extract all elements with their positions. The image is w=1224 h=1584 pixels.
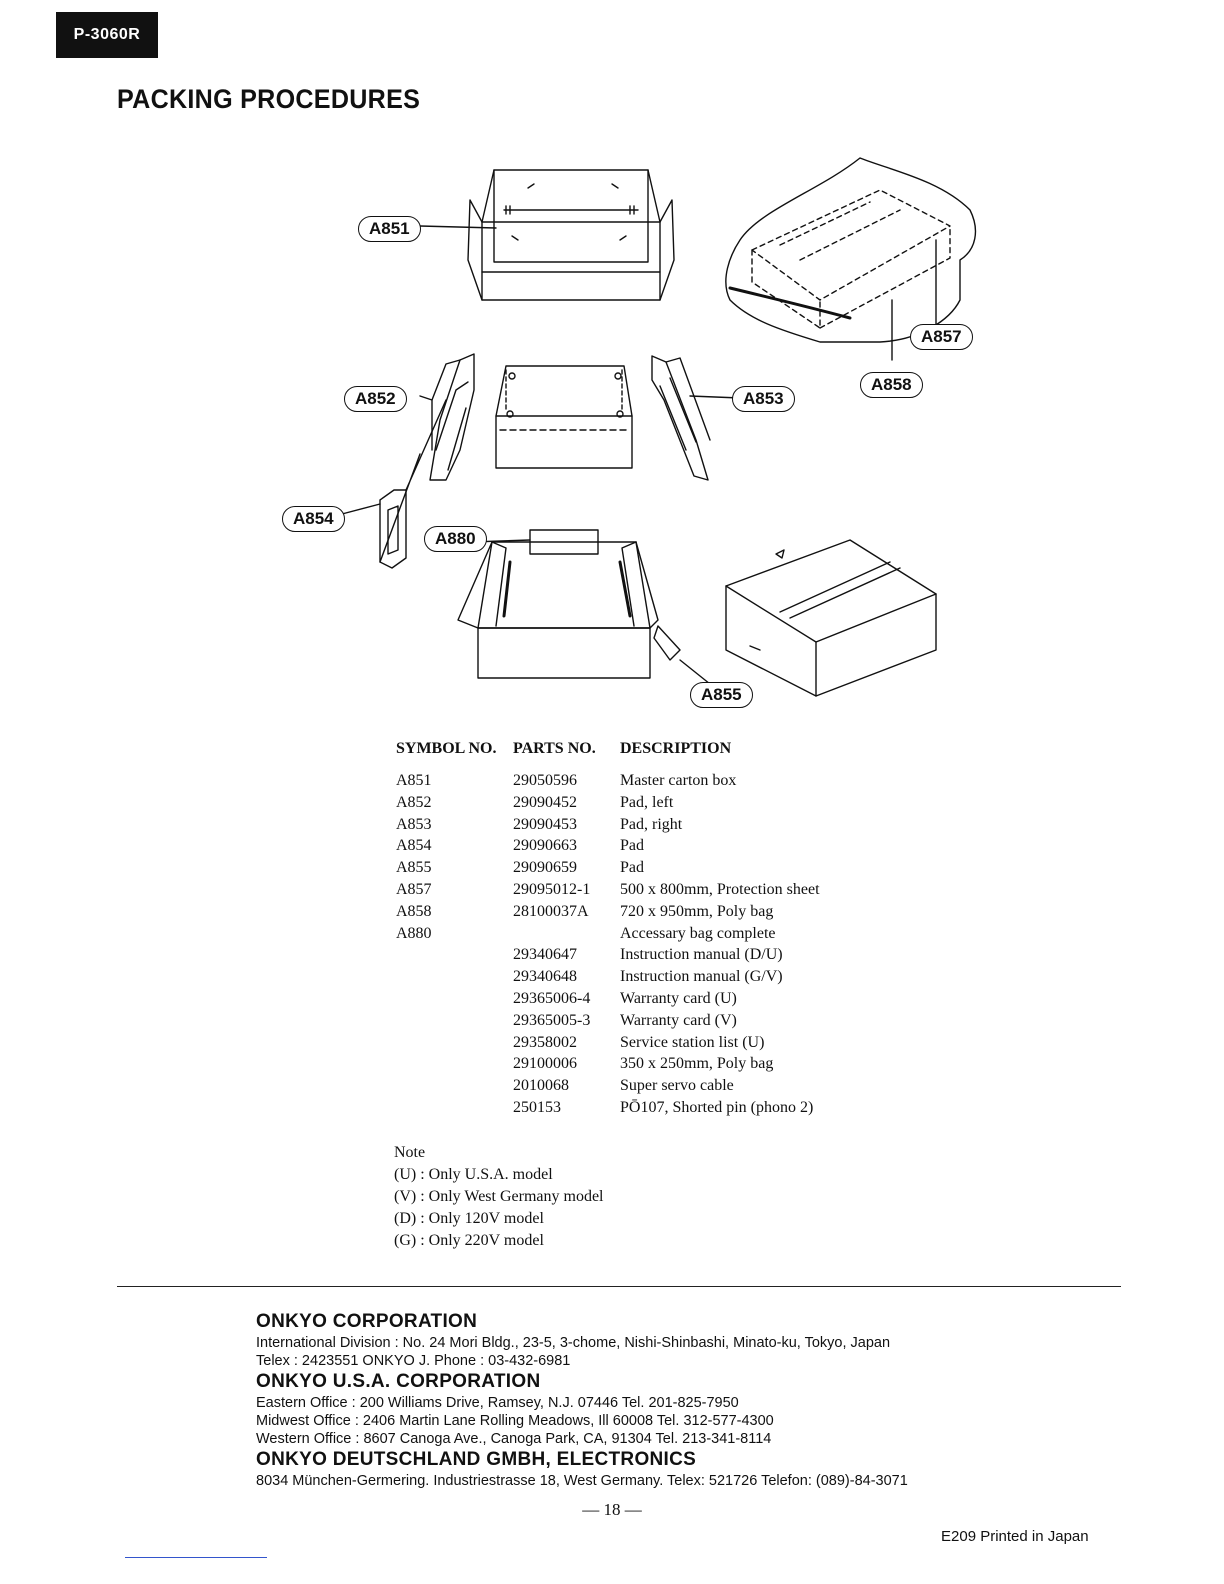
company-address-line: International Division : No. 24 Mori Bldg., 23-5, 3-chome, Nishi-Shinbashi, Minato-ku, Tokyo, Japan	[256, 1335, 891, 1351]
cell-description: 500 x 800mm, Protection sheet	[620, 880, 820, 898]
cell-description: Super servo cable	[620, 1077, 734, 1095]
cell-parts-no: 29100006	[513, 1055, 577, 1073]
company-address-line: Telex : 2423551 ONKYO J. Phone : 03-432-6981	[256, 1353, 571, 1369]
header-parts-no: PARTS NO.	[513, 740, 596, 757]
cell-parts-no: 29090453	[513, 815, 577, 833]
table-row	[396, 835, 920, 857]
cell-parts-no: 28100037A	[513, 902, 589, 920]
cell-symbol-no	[396, 966, 513, 988]
company-name: ONKYO U.S.A. CORPORATION	[256, 1371, 541, 1392]
cell-symbol-no	[396, 944, 513, 966]
cell-description: Warranty card (U)	[620, 989, 737, 1007]
master-carton-drawing	[420, 170, 674, 300]
cell-description: Pad, right	[620, 815, 683, 833]
table-row	[396, 879, 920, 901]
callout-a854: A854	[282, 506, 345, 532]
callout-a851: A851	[358, 216, 421, 242]
company-address-line: Eastern Office : 200 Williams Drive, Ramsey, N.J. 07446 Tel. 201-825-7950	[256, 1395, 739, 1411]
cell-description: Warranty card (V)	[620, 1011, 737, 1029]
company-address-line: Western Office : 8607 Canoga Ave., Canoga Park, CA, 91304 Tel. 213-341-8114	[256, 1431, 772, 1447]
cell-symbol-no: A880	[396, 924, 432, 942]
cell-symbol-no: A858	[396, 902, 432, 920]
callout-a880: A880	[424, 526, 487, 552]
company-address-line: Midwest Office : 2406 Martin Lane Rolling Meadows, Ill 60008 Tel. 312-577-4300	[256, 1413, 774, 1429]
cell-parts-no: 29340648	[513, 968, 577, 986]
callout-a855: A855	[690, 682, 753, 708]
cell-description: Pad	[620, 837, 644, 855]
cell-symbol-no	[396, 1053, 513, 1075]
note-item: (G) : Only 220V model	[394, 1232, 544, 1249]
table-row	[396, 814, 920, 836]
header-description: DESCRIPTION	[620, 740, 732, 757]
cell-description: Pad	[620, 859, 644, 877]
cell-symbol-no: A855	[396, 859, 432, 877]
callout-a852: A852	[344, 386, 407, 412]
cell-description: Service station list (U)	[620, 1033, 765, 1051]
open-carton-drawing	[458, 530, 710, 684]
cell-parts-no: 29090663	[513, 837, 577, 855]
page-number: — 18 —	[582, 1500, 642, 1519]
cell-parts-no: 29050596	[513, 772, 577, 789]
table-row	[396, 966, 920, 988]
cell-symbol-no	[396, 1032, 513, 1054]
bottom-underline	[125, 1557, 267, 1558]
table-row	[396, 1097, 920, 1119]
note-item: (D) : Only 120V model	[394, 1210, 544, 1227]
table-row	[396, 770, 920, 792]
table-row	[396, 1075, 920, 1097]
cell-symbol-no	[396, 1097, 513, 1119]
cell-symbol-no	[396, 1075, 513, 1097]
note-item: (V) : Only West Germany model	[394, 1188, 604, 1205]
table-row	[396, 944, 920, 966]
company-name: ONKYO CORPORATION	[256, 1311, 478, 1332]
cell-symbol-no: A851	[396, 772, 432, 789]
notes-heading: Note	[394, 1144, 426, 1161]
cell-description: 350 x 250mm, Poly bag	[620, 1055, 774, 1073]
table-row	[396, 1010, 920, 1032]
cell-symbol-no	[396, 1010, 513, 1032]
callout-a853: A853	[732, 386, 795, 412]
model-badge: P-3060R	[56, 12, 158, 58]
callout-a857: A857	[910, 324, 973, 350]
notes	[394, 1142, 603, 1252]
cell-description: Accessary bag complete	[620, 924, 776, 942]
cell-parts-no: 29365006-4	[513, 989, 591, 1007]
header-symbol-no: SYMBOL NO.	[396, 740, 497, 757]
company-address-line: 8034 München-Germering. Industriestrasse 18, West Germany. Telex: 521726 Telefon: (089)-84-3071	[256, 1473, 908, 1489]
cell-parts-no: 29340647	[513, 946, 577, 964]
cell-description: Pad, left	[620, 793, 674, 811]
table-body	[396, 770, 920, 1119]
printed-in-japan: E209 Printed in Japan	[941, 1528, 1089, 1545]
cell-parts-no: 29365005-3	[513, 1011, 591, 1029]
cell-description: 720 x 950mm, Poly bag	[620, 902, 774, 920]
callout-a858: A858	[860, 372, 923, 398]
cell-symbol-no: A852	[396, 793, 432, 811]
cell-symbol-no: A853	[396, 815, 432, 833]
footer-addresses	[256, 1310, 908, 1490]
company-name: ONKYO DEUTSCHLAND GMBH, ELECTRONICS	[256, 1449, 697, 1470]
cell-description: Instruction manual (G/V)	[620, 968, 783, 986]
chassis-drawing	[496, 366, 632, 468]
table-header	[396, 740, 920, 770]
table-row	[396, 901, 920, 923]
page-title: PACKING PROCEDURES	[117, 84, 421, 114]
right-pad-drawing	[652, 356, 740, 480]
table-row	[396, 1053, 920, 1075]
cell-parts-no: 2010068	[513, 1077, 569, 1095]
packing-diagram	[260, 150, 1000, 710]
cell-parts-no: 29090659	[513, 859, 577, 877]
table-row	[396, 988, 920, 1010]
cell-description: Instruction manual (D/U)	[620, 946, 783, 964]
cell-symbol-no: A857	[396, 880, 432, 898]
table-row	[396, 857, 920, 879]
divider	[117, 1286, 1121, 1287]
cell-parts-no: 250153	[513, 1098, 561, 1116]
table-row	[396, 792, 920, 814]
cell-parts-no: 29358002	[513, 1033, 577, 1051]
note-item: (U) : Only U.S.A. model	[394, 1166, 553, 1183]
cell-description: Master carton box	[620, 772, 737, 789]
parts-table	[396, 740, 920, 1119]
cell-parts-no: 29090452	[513, 793, 577, 811]
cell-parts-no: 29095012-1	[513, 880, 591, 898]
cell-parts-no	[513, 923, 620, 945]
table-row	[396, 1032, 920, 1054]
cell-description: PŌ107, Shorted pin (phono 2)	[620, 1098, 814, 1116]
left-pad-drawing	[420, 354, 474, 480]
cell-symbol-no	[396, 988, 513, 1010]
sealed-carton-drawing	[726, 540, 936, 696]
table-row	[396, 923, 920, 945]
cell-symbol-no: A854	[396, 837, 432, 855]
